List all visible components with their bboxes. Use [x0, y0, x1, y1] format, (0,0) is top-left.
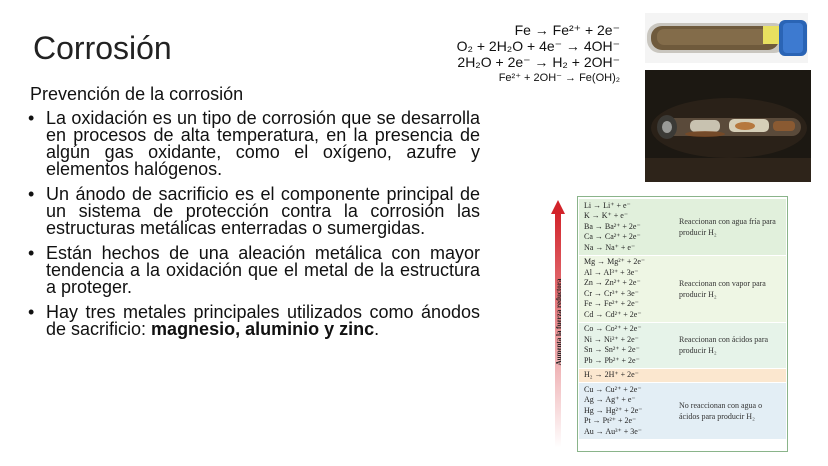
reaction-row: Zn → Zn²⁺ + 2e⁻ — [584, 278, 641, 287]
group-description: No reaccionan con agua o ácidos para producir H₂ — [679, 400, 763, 421]
equations-block — [457, 22, 620, 86]
reaction-row: Ni → Ni²⁺ + 2e⁻ — [584, 334, 639, 344]
reaction-row: Au → Au³⁺ + 3e⁻ — [584, 426, 643, 436]
series-group — [579, 369, 786, 383]
group-description: Reaccionan con vapor para producir H₂ — [679, 278, 766, 299]
slide-subtitle: Prevención de la corrosión — [30, 84, 244, 104]
equation-2: O₂ + 2H₂O + 4e⁻ → 4OH⁻ — [456, 38, 620, 54]
reaction-row: Ag → Ag⁺ + e⁻ — [584, 395, 636, 404]
bullet-bold-text: magnesio, aluminio y zinc — [151, 319, 375, 339]
reaction-row: Al → Al³⁺ + 3e⁻ — [584, 267, 639, 277]
test-tube-photo — [645, 13, 808, 63]
reaction-row: K → K⁺ + e⁻ — [584, 211, 629, 220]
bullet-item: • Un ánodo de sacrificio es el componente principal de un sistema de protección contra la corrosión las estructuras metálicas enterradas o sumergidas. — [28, 186, 480, 237]
reducing-strength-label: Aumenta la fuerza reductora — [555, 278, 563, 366]
series-group — [579, 256, 786, 322]
bullet-end: . — [374, 319, 380, 339]
series-group — [579, 199, 786, 255]
series-group — [579, 383, 786, 439]
reaction-row: Cr → Cr³⁺ + 3e⁻ — [584, 288, 639, 298]
equation-4: Fe²⁺ + 2OH⁻ → Fe(OH)₂ — [498, 72, 620, 84]
group-description: Reaccionan con agua fría para producir H₂ — [679, 216, 776, 237]
bullet-item — [28, 304, 480, 338]
equation-3: 2H₂O + 2e⁻ → H₂ + 2OH⁻ — [457, 54, 620, 70]
reaction-row: Sn → Sn²⁺ + 2e⁻ — [584, 345, 640, 354]
slide-title: Corrosión — [33, 30, 172, 66]
reaction-row: Co → Co²⁺ + 2e⁻ — [584, 324, 642, 333]
reaction-row: Cu → Cu²⁺ + 2e⁻ — [584, 384, 642, 394]
bullet-item: • La oxidación es un tipo de corrosión que se desarrolla en procesos de alta temperatura, en la presencia de algún gas oxidante, como el oxígeno, azufre y elementos halógenos. — [28, 110, 480, 178]
bullet-text: Hay tres metales principales utilizados como ánodos de sacrificio: — [46, 302, 480, 339]
reaction-row: Mg → Mg²⁺ + 2e⁻ — [584, 257, 646, 266]
group-description: Reaccionan con ácidos para producir H₂ — [679, 335, 769, 355]
reaction-row: Ba → Ba²⁺ + 2e⁻ — [584, 221, 641, 231]
reaction-row: Na → Na⁺ + e⁻ — [584, 242, 636, 252]
equation-1: Fe → Fe²⁺ + 2e⁻ — [514, 22, 620, 38]
series-group — [579, 323, 786, 368]
reaction-row: Pt → Pt²⁺ + 2e⁻ — [584, 416, 637, 425]
reaction-row: H₂ → 2H⁺ + 2e⁻ — [584, 370, 639, 379]
reaction-row: Ca → Ca²⁺ + 2e⁻ — [584, 232, 641, 241]
reaction-row: Li → Li⁺ + e⁻ — [584, 200, 631, 210]
corroded-metal-photo — [645, 70, 811, 182]
reaction-row: Pb → Pb²⁺ + 2e⁻ — [584, 355, 640, 365]
reaction-row: Fe → Fe²⁺ + 2e⁻ — [584, 299, 639, 308]
activity-series-table — [577, 196, 788, 452]
reaction-row: Cd → Cd²⁺ + 2e⁻ — [584, 309, 642, 319]
reaction-row: Hg → Hg²⁺ + 2e⁻ — [584, 405, 643, 415]
bullet-list — [28, 110, 480, 346]
bullet-item: • Están hechos de una aleación metálica con mayor tendencia a la oxidación que el metal de la estructura a proteger. — [28, 245, 480, 296]
